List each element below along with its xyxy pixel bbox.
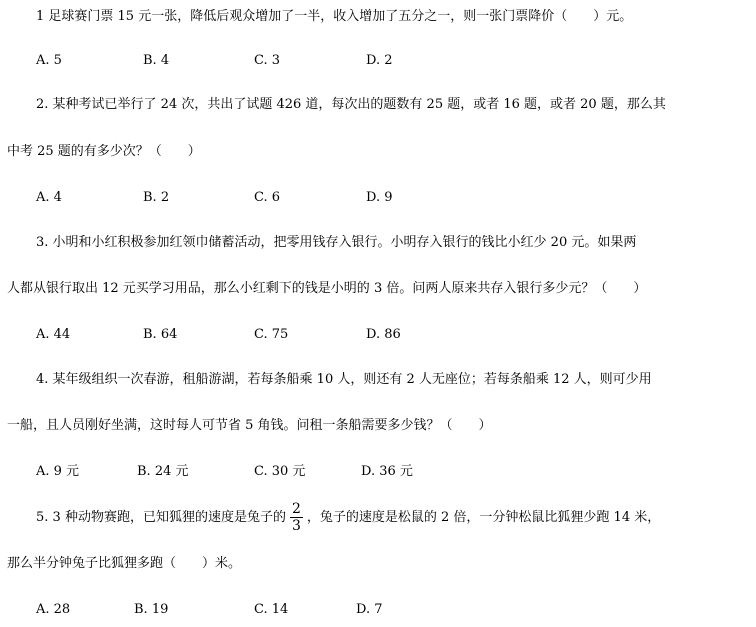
question-2-text-line1: 2. 某种考试已举行了 24 次，共出了试题 426 道，每次出的题数有 25 题，或者 16 题，或者 20 题，那么其 <box>36 97 666 112</box>
option-a: A. 5 <box>36 53 62 68</box>
question-5-text-before-fraction: 5. 3 种动物赛跑，已知狐狸的速度是兔子的 <box>36 510 286 525</box>
option-a: A. 44 <box>36 327 71 342</box>
option-d: D. 36 元 <box>361 464 413 479</box>
fraction-two-thirds <box>290 501 303 534</box>
option-b: B. 24 元 <box>137 464 189 479</box>
question-2-text-line2: 中考 25 题的有多少次？（ ） <box>7 144 201 159</box>
option-c: C. 75 <box>254 327 289 342</box>
option-c: C. 30 元 <box>254 464 306 479</box>
question-5-text-line1 <box>36 498 660 538</box>
option-c: C. 14 <box>254 602 289 617</box>
option-b: B. 19 <box>134 602 169 617</box>
question-5-text-after-fraction: ，兔子的速度是松鼠的 2 倍，一分钟松鼠比狐狸少跑 14 米， <box>306 510 661 525</box>
fraction-denominator: 3 <box>291 518 301 534</box>
question-3-text-line1: 3. 小明和小红积极参加红领巾储蓄活动，把零用钱存入银行。小明存入银行的钱比小红少 20 元。如果两 <box>36 235 637 250</box>
question-5-text-line2: 那么半分钟兔子比狐狸多跑（ ）米。 <box>7 556 242 571</box>
fraction-numerator: 2 <box>291 501 301 517</box>
option-c: C. 6 <box>254 190 281 205</box>
question-4-text-line2: 一船，且人员刚好坐满，这时每人可节省 5 角钱。问租一条船需要多少钱？（ ） <box>7 418 492 433</box>
option-a: A. 28 <box>36 602 71 617</box>
option-d: D. 7 <box>356 602 383 617</box>
option-d: D. 86 <box>366 327 401 342</box>
option-b: B. 2 <box>143 190 170 205</box>
option-b: B. 4 <box>143 53 170 68</box>
option-b: B. 64 <box>143 327 178 342</box>
option-d: D. 2 <box>366 53 393 68</box>
question-3-text-line2: 人都从银行取出 12 元买学习用品，那么小红剩下的钱是小明的 3 倍。问两人原来共存入银行多少元？（ ） <box>7 281 647 296</box>
question-1-text: 1 足球赛门票 15 元一张，降低后观众增加了一半，收入增加了五分之一，则一张门票降价（ ）元。 <box>36 9 633 24</box>
option-d: D. 9 <box>366 190 393 205</box>
option-a: A. 9 元 <box>36 464 80 479</box>
option-c: C. 3 <box>254 53 281 68</box>
question-4-text-line1: 4. 某年级组织一次春游，租船游湖，若每条船乘 10 人，则还有 2 人无座位；若每条船乘 12 人，则可少用 <box>36 372 652 387</box>
option-a: A. 4 <box>36 190 62 205</box>
